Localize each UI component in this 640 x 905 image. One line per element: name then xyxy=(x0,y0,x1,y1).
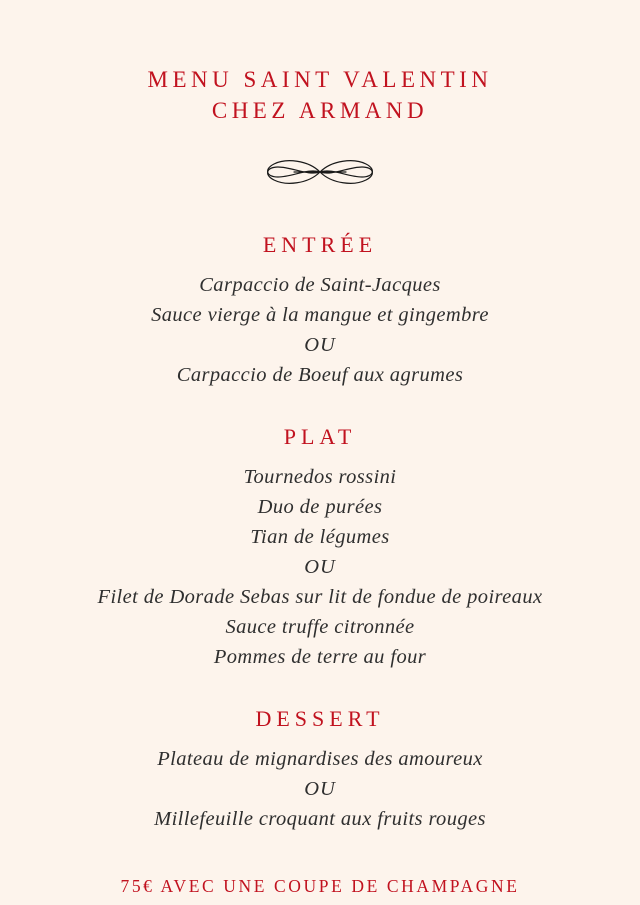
menu-line: Carpaccio de Boeuf aux agrumes xyxy=(176,364,464,386)
menu-section-entree xyxy=(20,212,620,390)
menu-price-note: 75€ AVEC UNE COUPE DE CHAMPAGNE xyxy=(120,876,520,896)
menu-line: Filet de Dorade Sebas sur lit de fondue de poireaux xyxy=(97,586,543,608)
menu-title-line-1: MENU SAINT VALENTIN xyxy=(147,67,493,92)
menu-line: Tournedos rossini xyxy=(243,466,397,488)
flourish-ornament-icon xyxy=(250,152,390,192)
menu-section-plat xyxy=(20,404,620,672)
menu-line: Pommes de terre au four xyxy=(213,646,427,668)
menu-line-separator: OU xyxy=(304,556,336,578)
menu-line: Millefeuille croquant aux fruits rouges xyxy=(154,808,486,830)
section-heading: DESSERT xyxy=(255,706,385,731)
section-heading: PLAT xyxy=(283,424,357,449)
menu-line: Carpaccio de Saint-Jacques xyxy=(199,274,441,296)
menu-line: Sauce vierge à la mangue et gingembre xyxy=(151,304,489,326)
menu-section-dessert xyxy=(20,686,620,834)
section-heading: ENTRÉE xyxy=(262,232,378,257)
menu-line-separator: OU xyxy=(304,334,336,356)
menu-line: Sauce truffe citronnée xyxy=(225,616,415,638)
menu-line: Duo de purées xyxy=(257,496,383,518)
menu-line: Tian de légumes xyxy=(250,526,390,548)
menu-title-block xyxy=(148,64,493,126)
menu-title-line-2: CHEZ ARMAND xyxy=(211,98,429,123)
menu-line-separator: OU xyxy=(304,778,336,800)
menu-line: Plateau de mignardises des amoureux xyxy=(157,748,483,770)
